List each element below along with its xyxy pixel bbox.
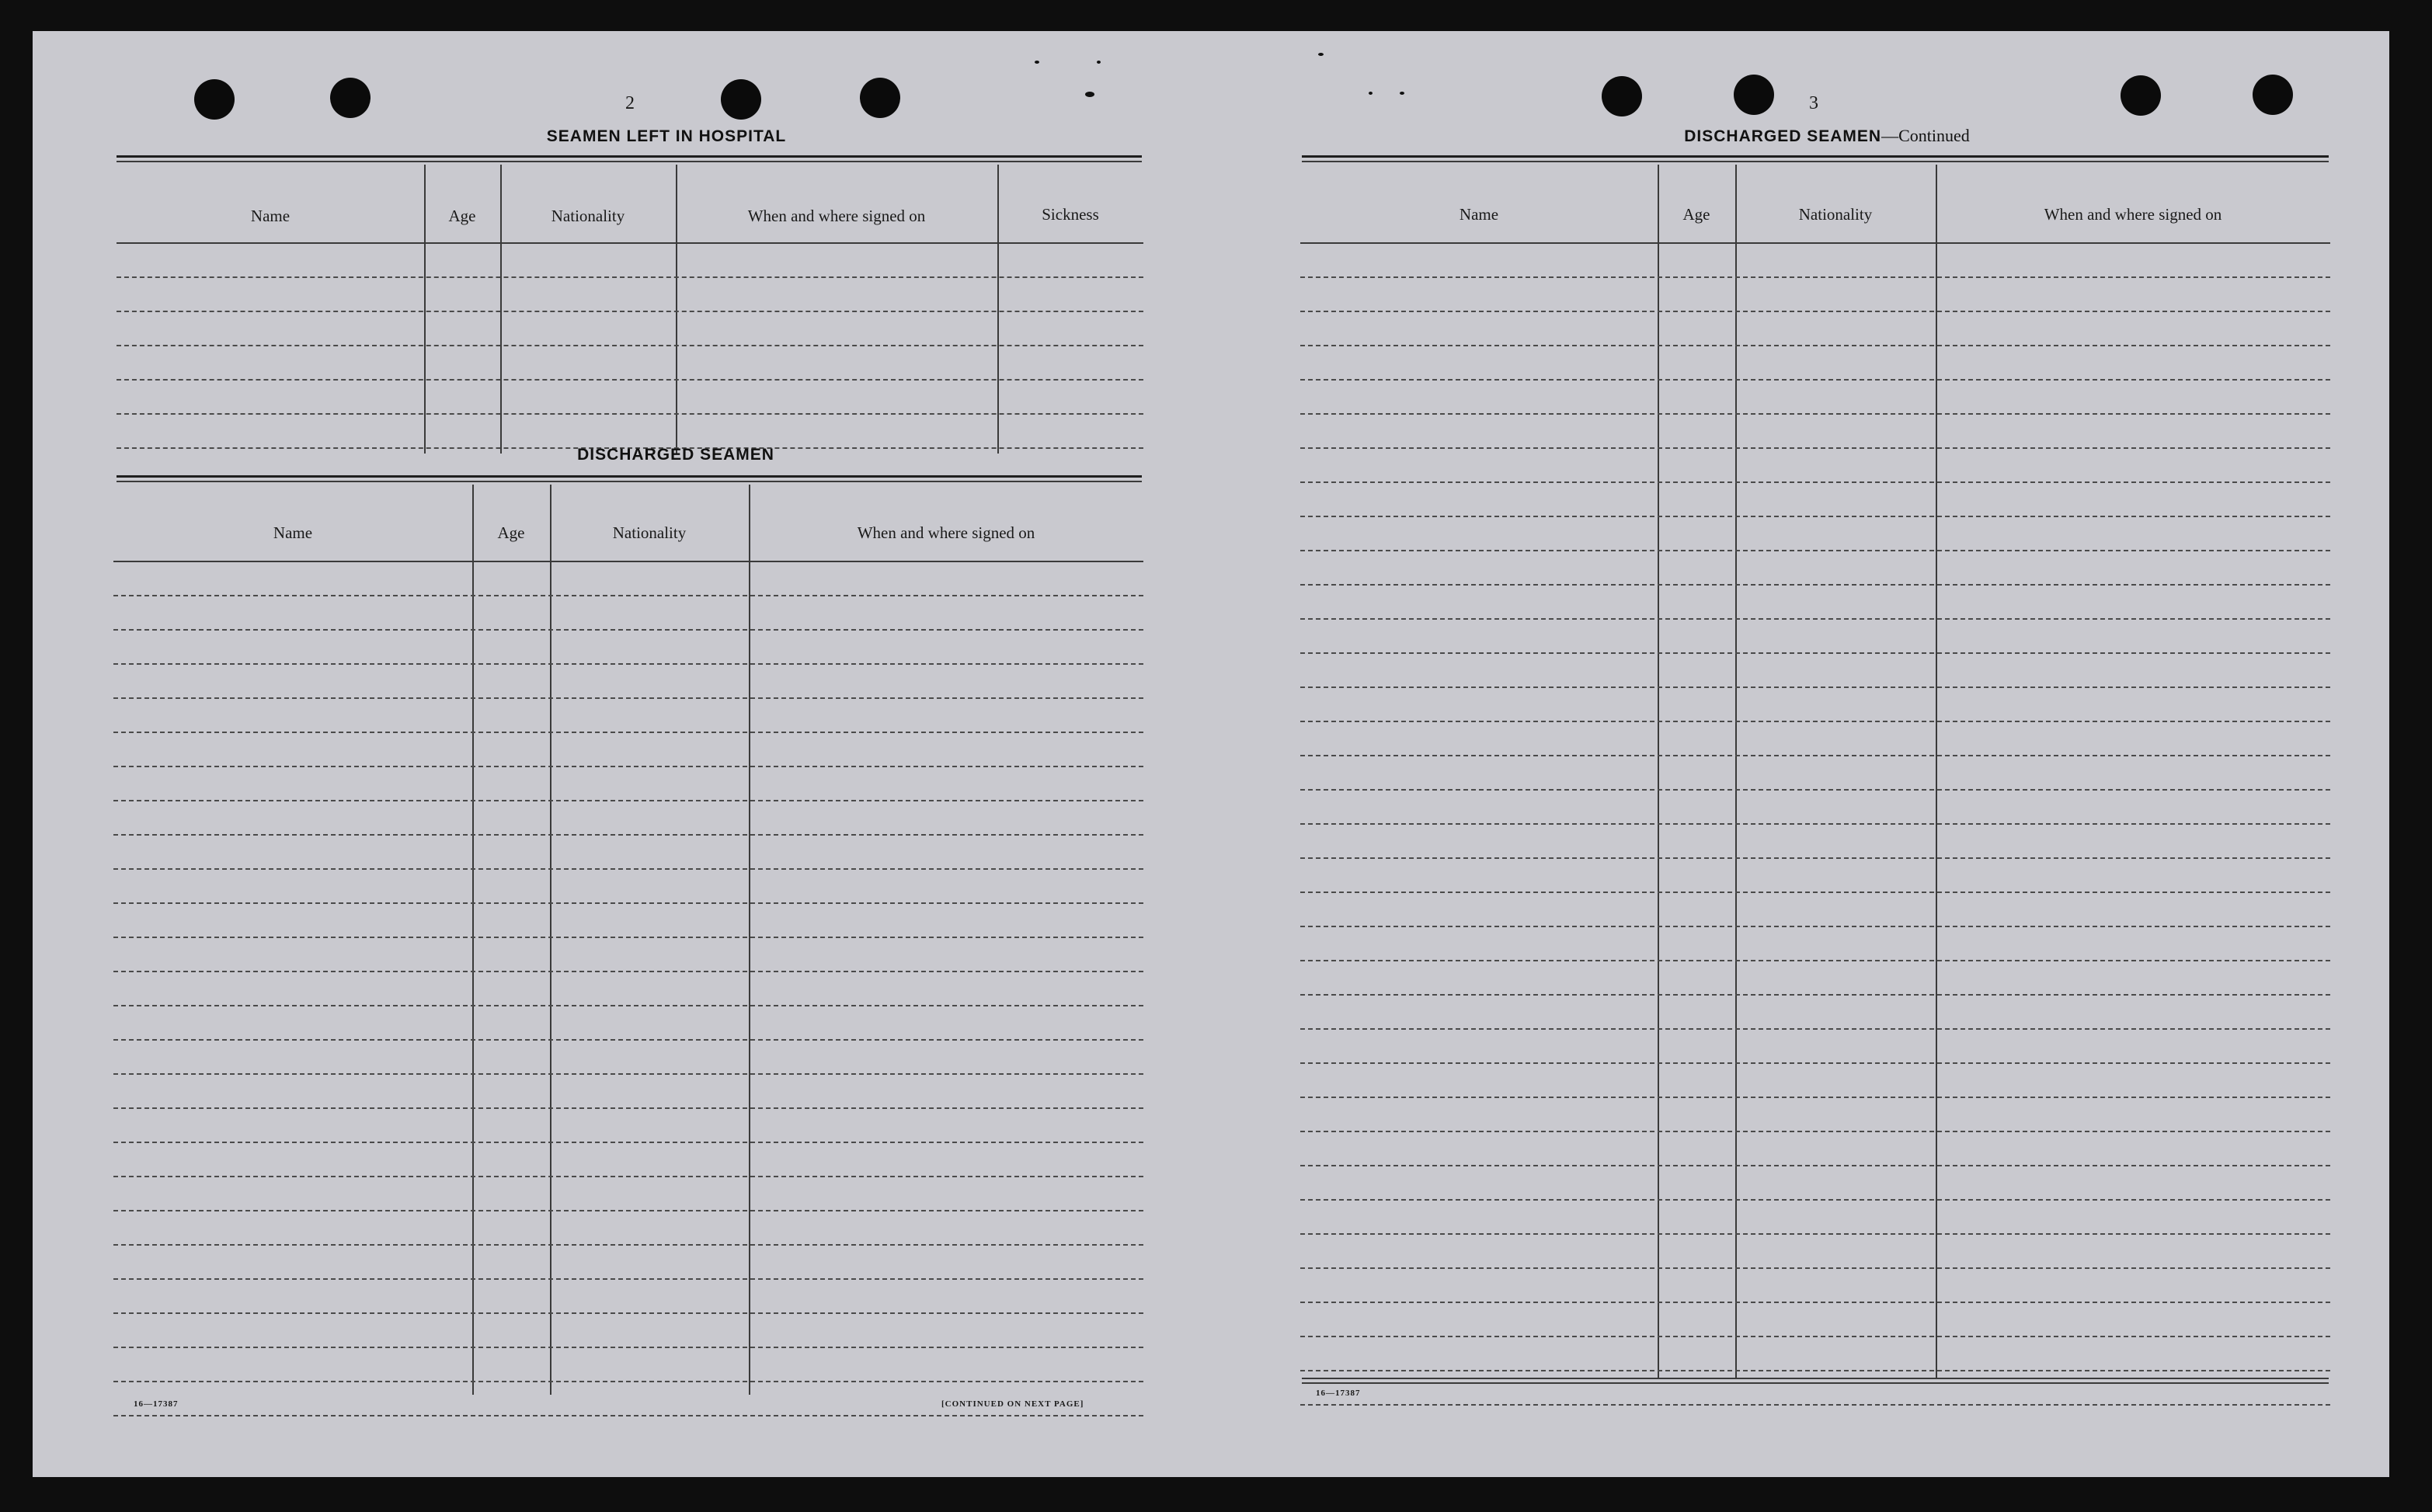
column-divider xyxy=(1735,165,1737,1378)
table-row xyxy=(113,1244,1143,1246)
binder-hole xyxy=(860,78,900,118)
table-row xyxy=(1300,584,2330,586)
table-row xyxy=(113,1176,1143,1177)
scan-speck xyxy=(1318,53,1324,56)
table-row xyxy=(113,1312,1143,1314)
right-top-rule-2 xyxy=(1302,161,2329,162)
form-sheet xyxy=(33,31,2389,1477)
col-header-age: Age xyxy=(497,523,525,542)
table-row xyxy=(113,971,1143,972)
col-header-signed-on: When and where signed on xyxy=(747,207,926,225)
column-divider xyxy=(1658,165,1659,1378)
table-row xyxy=(1300,276,2330,278)
col-header-nationality: Nationality xyxy=(612,523,687,542)
table-row xyxy=(1300,345,2330,346)
table-row xyxy=(1300,857,2330,859)
right-top-rule xyxy=(1302,155,2329,158)
table-row xyxy=(113,1073,1143,1075)
table-row xyxy=(1300,1370,2330,1371)
table-row xyxy=(113,732,1143,733)
table-row xyxy=(1300,1336,2330,1337)
table-row xyxy=(1300,892,2330,893)
table-row xyxy=(113,800,1143,801)
scan-speck xyxy=(1035,61,1039,64)
col-header-signed-on: When and where signed on xyxy=(857,523,1035,542)
page-number-left: 2 xyxy=(625,93,635,113)
table-row xyxy=(1300,1097,2330,1098)
table-row xyxy=(1300,1233,2330,1235)
table-row xyxy=(113,1005,1143,1006)
col-header-age: Age xyxy=(448,207,476,225)
form-number-right: 16—17387 xyxy=(1316,1389,1361,1398)
table-row xyxy=(113,834,1143,836)
table-row xyxy=(1300,1267,2330,1269)
hospital-section-title: SEAMEN LEFT IN HOSPITAL xyxy=(546,127,787,145)
table-row xyxy=(1300,311,2330,312)
discharged-continued-title xyxy=(1594,126,2060,146)
table-row xyxy=(117,413,1143,415)
binder-hole xyxy=(330,78,371,118)
column-divider xyxy=(749,485,750,1395)
table-row xyxy=(1300,789,2330,791)
table-row xyxy=(1300,823,2330,825)
discharged-section-title: DISCHARGED SEAMEN xyxy=(577,446,774,464)
continued-note: [CONTINUED ON NEXT PAGE] xyxy=(941,1399,1084,1409)
col-header-sickness: Sickness xyxy=(1042,205,1099,224)
table-row xyxy=(1300,755,2330,756)
table-row xyxy=(1300,1199,2330,1201)
table-row xyxy=(113,937,1143,938)
table-row xyxy=(1300,1062,2330,1064)
table-row xyxy=(1300,926,2330,927)
table-row xyxy=(1300,1302,2330,1303)
table-row xyxy=(113,595,1143,596)
table-row xyxy=(117,311,1143,312)
table-row xyxy=(113,1210,1143,1211)
table-row xyxy=(117,276,1143,278)
binder-hole xyxy=(1734,75,1774,115)
header-rule xyxy=(117,242,1143,244)
column-divider xyxy=(424,165,426,454)
col-header-name: Name xyxy=(250,207,291,225)
binder-hole xyxy=(194,79,235,120)
table-row xyxy=(113,868,1143,870)
table-row xyxy=(117,379,1143,381)
col-header-signed-on: When and where signed on xyxy=(2044,205,2222,224)
table-row xyxy=(1300,1404,2330,1406)
hospital-top-rule xyxy=(117,155,1142,158)
discharged-continued-table xyxy=(1300,165,2330,1390)
table-row xyxy=(1300,618,2330,620)
header-rule xyxy=(1300,242,2330,244)
discharged-top-rule xyxy=(117,475,1142,478)
binder-hole xyxy=(2121,75,2161,116)
discharged-top-rule-2 xyxy=(117,481,1142,482)
header-rule xyxy=(113,561,1143,562)
page-number-right: 3 xyxy=(1809,93,1818,113)
scan-speck xyxy=(1085,92,1094,97)
table-row xyxy=(113,766,1143,767)
table-row xyxy=(1300,481,2330,483)
column-divider xyxy=(1936,165,1937,1378)
table-row xyxy=(1300,960,2330,961)
column-divider xyxy=(472,485,474,1395)
table-row xyxy=(1300,447,2330,449)
table-row xyxy=(113,1347,1143,1348)
discharged-continued-title-suffix: —Continued xyxy=(1881,126,1970,145)
right-bottom-rule xyxy=(1302,1378,2329,1379)
binder-hole xyxy=(721,79,761,120)
table-row xyxy=(113,663,1143,665)
scan-speck xyxy=(1400,92,1404,95)
table-row xyxy=(1300,550,2330,551)
binder-hole xyxy=(2253,75,2293,115)
table-row xyxy=(117,345,1143,346)
table-row xyxy=(113,1107,1143,1109)
table-row xyxy=(113,1415,1143,1416)
table-row xyxy=(1300,686,2330,688)
table-row xyxy=(113,1278,1143,1280)
col-header-nationality: Nationality xyxy=(551,207,625,225)
table-row xyxy=(1300,1028,2330,1030)
col-header-name: Name xyxy=(273,523,313,542)
col-header-nationality: Nationality xyxy=(1798,205,1873,224)
table-row xyxy=(1300,516,2330,517)
table-row xyxy=(1300,413,2330,415)
hospital-table xyxy=(117,165,1143,421)
table-row xyxy=(1300,994,2330,996)
hospital-top-rule-2 xyxy=(117,161,1142,162)
table-row xyxy=(113,1381,1143,1382)
column-divider xyxy=(500,165,502,454)
table-row xyxy=(1300,721,2330,722)
table-row xyxy=(1300,1165,2330,1166)
column-divider xyxy=(997,165,999,454)
table-row xyxy=(1300,1131,2330,1132)
col-header-age: Age xyxy=(1682,205,1710,224)
scan-speck xyxy=(1097,61,1101,64)
column-divider xyxy=(550,485,551,1395)
right-bottom-rule-2 xyxy=(1302,1382,2329,1384)
table-row xyxy=(1300,652,2330,654)
table-row xyxy=(113,1142,1143,1143)
discharged-continued-title-main: DISCHARGED SEAMEN xyxy=(1684,127,1882,145)
col-header-name: Name xyxy=(1459,205,1499,224)
table-row xyxy=(113,629,1143,631)
form-number-left: 16—17387 xyxy=(134,1399,179,1409)
binder-hole xyxy=(1602,76,1642,116)
scan-speck xyxy=(1369,92,1373,95)
discharged-table xyxy=(113,485,1143,1395)
column-divider xyxy=(676,165,677,454)
table-row xyxy=(1300,379,2330,381)
table-row xyxy=(113,902,1143,904)
table-row xyxy=(113,1039,1143,1041)
table-row xyxy=(113,697,1143,699)
